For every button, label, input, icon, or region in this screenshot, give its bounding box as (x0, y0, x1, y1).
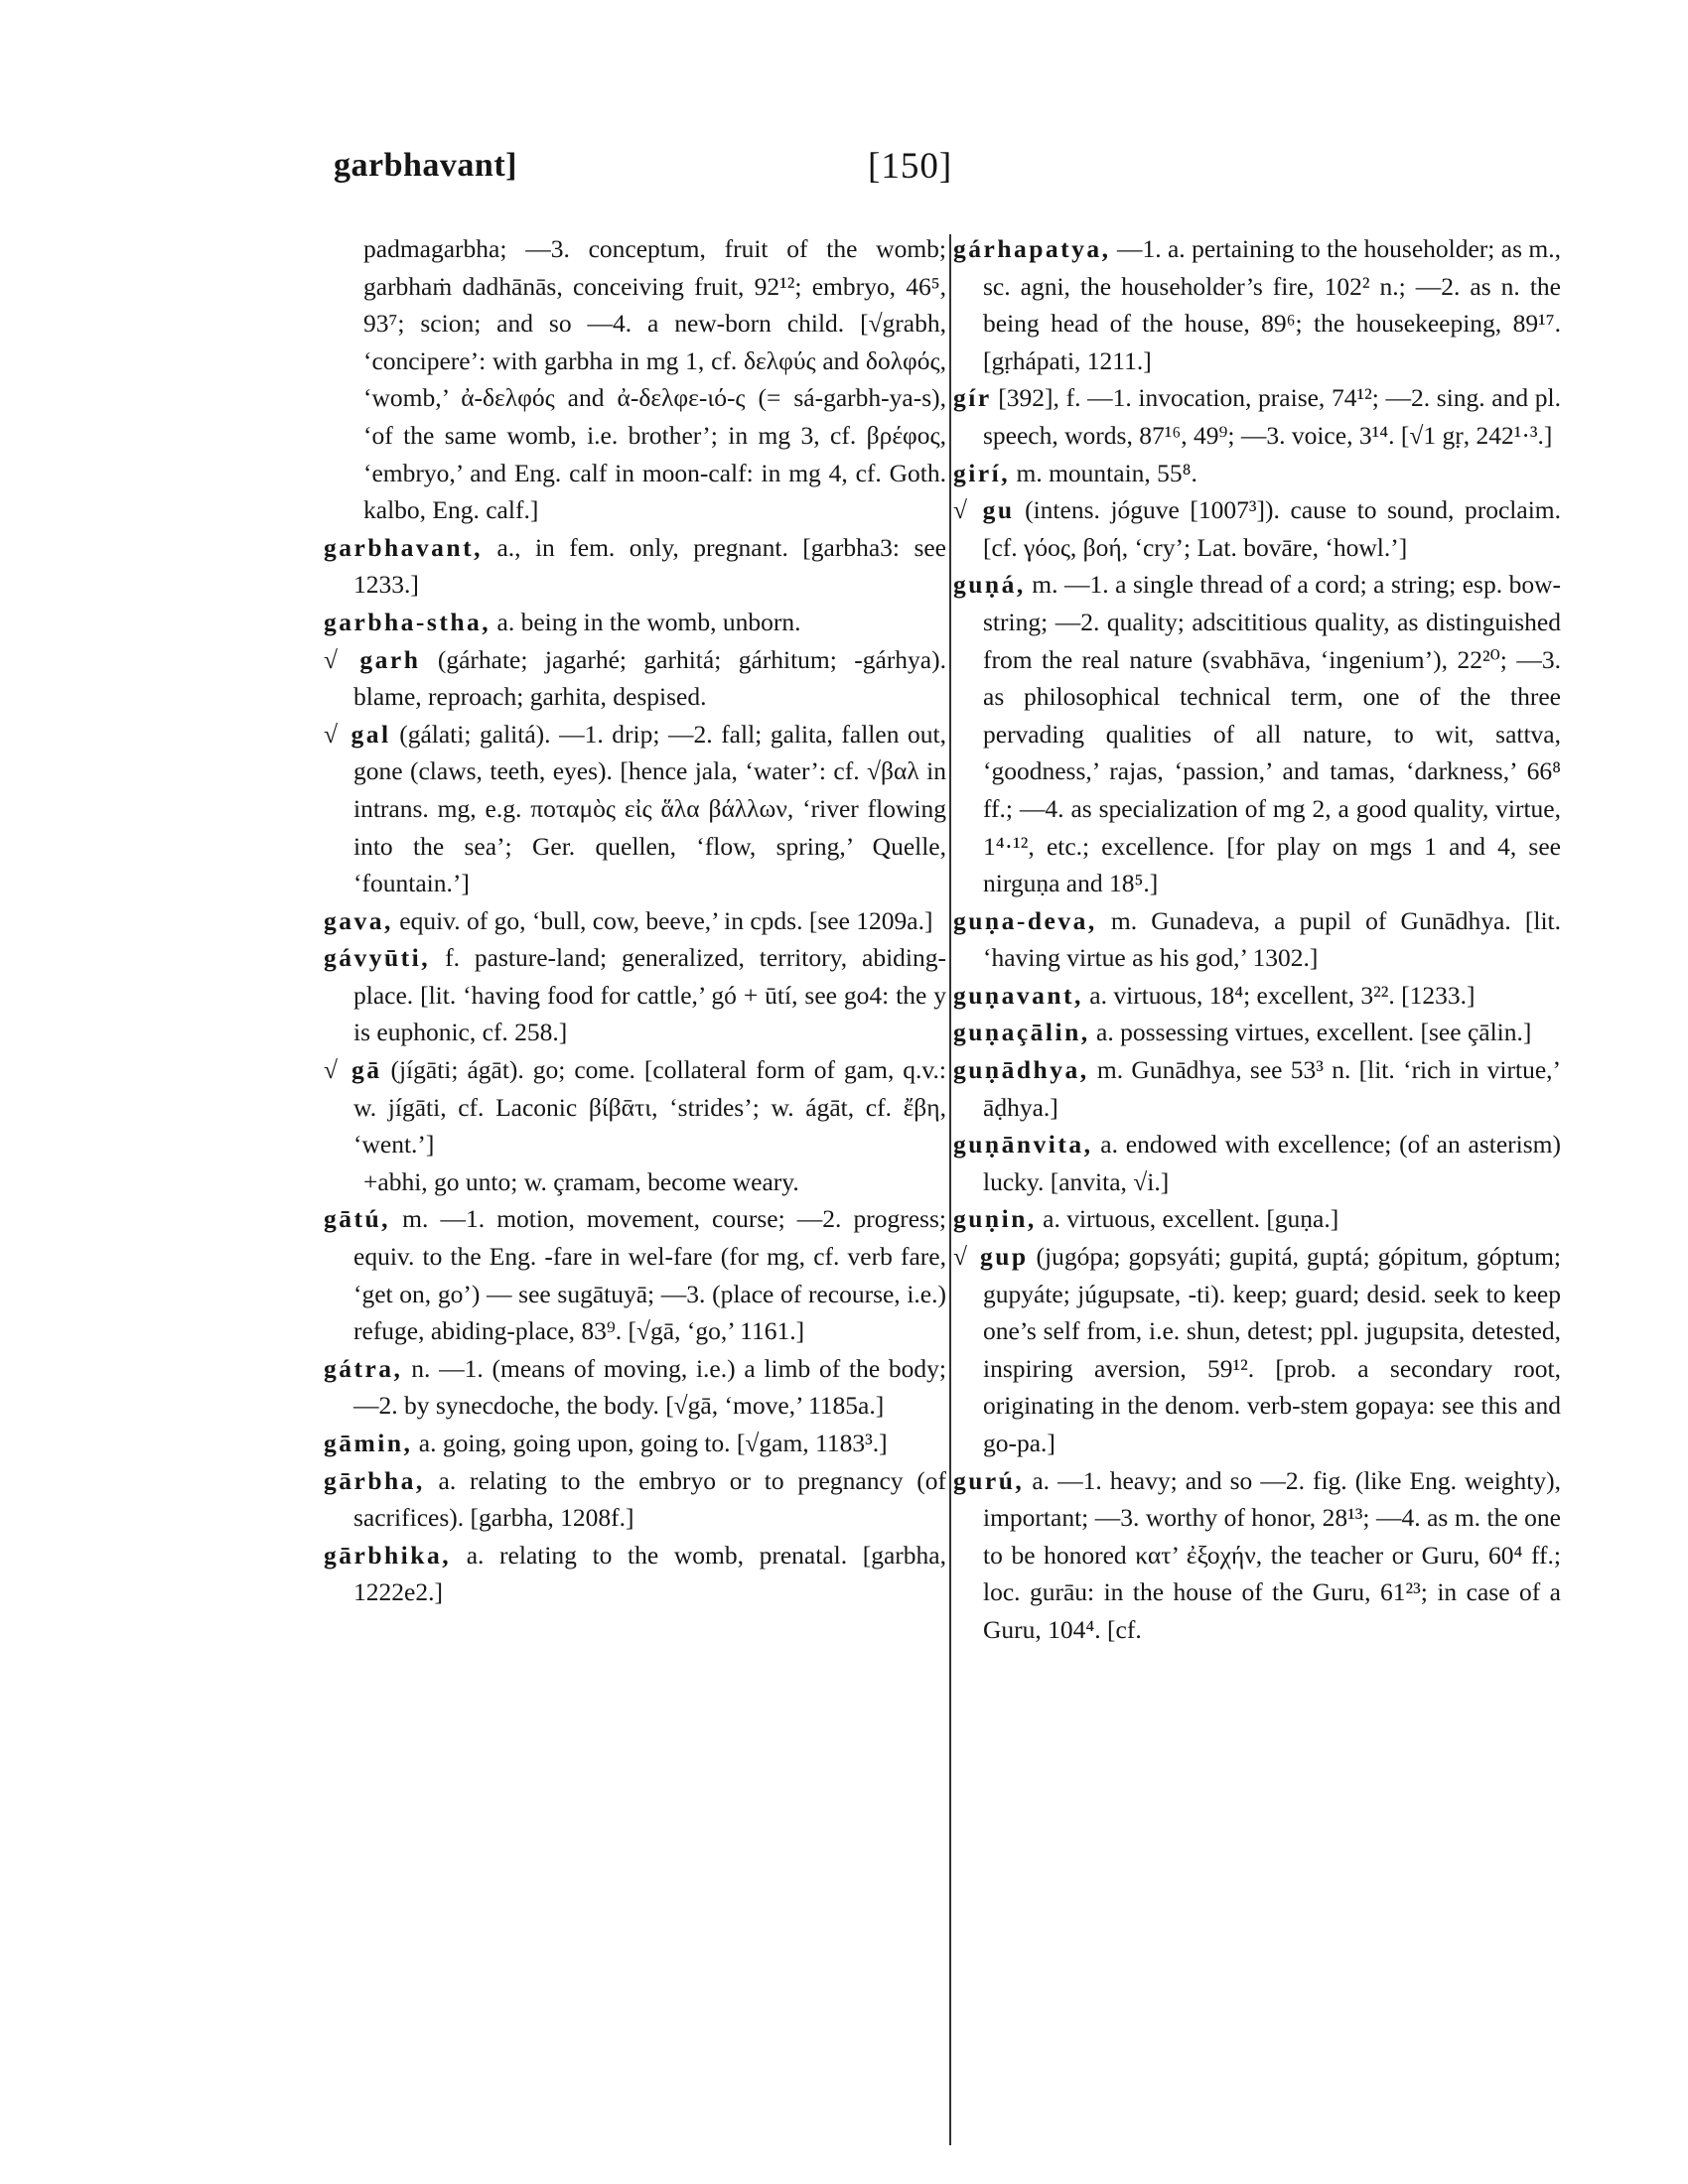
dictionary-subentry (324, 1163, 946, 1201)
right-column (953, 230, 1561, 1649)
entry-headword: guṇin, (953, 1204, 1037, 1234)
dictionary-entry (324, 1051, 946, 1163)
entry-headword: √ gu (953, 495, 1015, 525)
dictionary-entry (953, 1238, 1561, 1462)
dictionary-entry (324, 1537, 946, 1611)
entry-text: a. relating to the womb, prenatal. [garbha, 1222e2.] (353, 1540, 946, 1607)
entry-text: (gálati; galitá). —1. drip; —2. fall; galita, fallen out, gone (claws, teeth, eyes). [hence jala, ‘water’: cf. √βαλ in intrans. mg, e.g. ποταμὸς εἰς ἅλα βάλλων, ‘river flowing into the sea’; Ger. quellen, ‘flow, spring,’ Quelle, ‘fountain.’] (353, 719, 946, 898)
entry-headword: gātú, (324, 1204, 391, 1234)
entry-text: (jugópa; gopsyáti; gupitá, guptá; gópitum, góptum; gupyáte; júgupsate, -ti). keep; guard; desid. seek to keep one’s self from, i.e. shun, detest; ppl. jugupsita, detested, inspiring aversion, 59¹². [prob. a secondary root, originating in the denom. verb-stem gopaya: see this and go-pa.] (983, 1242, 1561, 1457)
entry-text: padmagarbha; —3. conceptum, fruit of the womb; garbhaṁ dadhānās, conceiving fruit, 92¹²; embryo, 46⁵, 93⁷; scion; and so —4. a new-born child. [√grabh, ‘concipere’: with garbha in mg 1, cf. δελφύς and δολφός, ‘womb,’ ἀ-δελφός and ἀ-δελφε-ιό-ς (= sá-garbh-ya-s), ‘of the same womb, i.e. brother’; in mg 3, cf. βρέφος, ‘embryo,’ and Eng. calf in moon-calf: in mg 4, cf. Goth. kalbo, Eng. calf.] (363, 234, 946, 525)
entry-headword: gārbha, (324, 1465, 425, 1495)
entry-text: a. —1. heavy; and so —2. fig. (like Eng. weighty), important; —3. worthy of honor, 28¹³; —4. as m. the one to be honored κατ’ ἐξοχήν, the teacher or Guru, 60⁴ ff.; loc. gurāu: in the house of the Guru, 61²³; in case of a Guru, 104⁴. [cf. (983, 1465, 1561, 1644)
entry-headword: gátra, (324, 1353, 403, 1383)
page-number: [150] (868, 146, 953, 187)
entry-text: equiv. of go, ‘bull, cow, beeve,’ in cpds. [see 1209a.] (392, 905, 933, 935)
dictionary-entry (324, 641, 946, 716)
entry-text: —1. a. pertaining to the householder; as m., sc. agni, the householder’s fire, 102² n.; —2. as n. the being head of the house, 89⁶; the housekeeping, 89¹⁷. [gṛhápati, 1211.] (983, 234, 1561, 375)
entry-text: m. Gunādhya, see 53³ n. [lit. ‘rich in virtue,’ āḍhya.] (983, 1055, 1561, 1122)
entry-headword: gāmin, (324, 1429, 413, 1457)
entry-headword: gír (953, 383, 992, 413)
dictionary-entry (953, 1462, 1561, 1649)
dictionary-entry (324, 1200, 946, 1349)
entry-text: m. mountain, 55⁸. (1010, 458, 1197, 487)
entry-headword: guṇādhya, (953, 1055, 1089, 1085)
entry-text: m. —1. a single thread of a cord; a string; esp. bow-string; —2. quality; adscititious quality, as distinguished from the real nature (svabhāva, ‘ingenium’), 22²⁰; —3. as philosophical technical term, one of the three pervading qualities of all nature, to wit, sattva, ‘goodness,’ rajas, ‘passion,’ and tamas, ‘darkness,’ 66⁸ ff.; —4. as specialization of mg 2, a good quality, virtue, 1⁴·¹², etc.; excellence. [for play on mgs 1 and 4, see nirguṇa and 18⁵.] (983, 570, 1561, 898)
dictionary-entry (953, 1014, 1561, 1051)
dictionary-entry (324, 716, 946, 902)
dictionary-entry (953, 379, 1561, 454)
entry-text: n. —1. (means of moving, i.e.) a limb of the body; —2. by synecdoche, the body. [√gā, ‘move,’ 1185a.] (353, 1353, 946, 1421)
dictionary-entry (953, 902, 1561, 977)
entry-headword: √ gā (324, 1055, 382, 1085)
entry-headword: girí, (953, 458, 1011, 487)
column-divider (949, 234, 951, 2145)
dictionary-entry (324, 1350, 946, 1425)
entry-text: a. endowed with excellence; (of an asterism) lucky. [anvita, √i.] (983, 1130, 1561, 1196)
entry-headword: guṇa-deva, (953, 905, 1097, 935)
entry-headword: garbhavant, (324, 532, 483, 562)
entry-text: (intens. jóguve [1007³]). cause to sound, proclaim. [cf. γόος, βοή, ‘cry’; Lat. bovāre, ‘howl.’] (983, 495, 1561, 562)
dictionary-entry (953, 566, 1561, 901)
entry-headword: garbha-stha, (324, 607, 492, 636)
entry-headword: gávyūti, (324, 943, 431, 973)
dictionary-entry (324, 529, 946, 604)
dictionary-entry (953, 230, 1561, 379)
entry-text: f. pasture-land; generalized, territory, abiding-place. [lit. ‘having food for cattle,’ gó + ūtí, see go4: the y is euphonic, cf. 258.] (353, 943, 946, 1047)
dictionary-entry (324, 604, 946, 641)
dictionary-entry (324, 1462, 946, 1537)
dictionary-entry (953, 1051, 1561, 1126)
entry-text: m. Gunadeva, a pupil of Gunādhya. [lit. ‘having virtue as his god,’ 1302.] (983, 905, 1561, 973)
entry-text: a. being in the womb, unborn. (491, 607, 801, 636)
entry-text: [392], f. —1. invocation, praise, 74¹²; —2. sing. and pl. speech, words, 87¹⁶, 49⁹; —3. voice, 3¹⁴. [√1 gṛ, 242¹·³.] (983, 383, 1561, 450)
entry-headword: guṇānvita, (953, 1130, 1093, 1160)
dictionary-entry (953, 1126, 1561, 1200)
entry-headword: √ gal (324, 719, 391, 749)
entry-headword: guṇavant, (953, 980, 1083, 1010)
running-head-word: garbhavant] (334, 147, 517, 184)
entry-text: +abhi, go unto; w. çramam, become weary. (363, 1166, 799, 1196)
entry-text: a. possessing virtues, excellent. [see çālin.] (1089, 1018, 1532, 1047)
dictionary-entry (324, 939, 946, 1051)
entry-headword: gava, (324, 905, 393, 935)
dictionary-entry (324, 230, 946, 529)
entry-headword: gárhapatya, (953, 234, 1111, 263)
dictionary-entry (953, 1200, 1561, 1238)
entry-text: m. —1. motion, movement, course; —2. progress; equiv. to the Eng. -fare in wel-fare (for mg, cf. verb fare, ‘get on, go’) — see sugātuyā; —3. (place of recourse, i.e.) refuge, abiding-place, 83⁹. [√gā, ‘go,’ 1161.] (353, 1204, 946, 1346)
entry-headword: gārbhika, (324, 1540, 452, 1570)
entry-text: a. going, going upon, going to. [√gam, 1183³.] (412, 1429, 888, 1457)
dictionary-entry (324, 1425, 946, 1462)
entry-text: (gárhate; jagarhé; garhitá; gárhitum; -gárhya). blame, reproach; garhita, despised. (353, 644, 946, 712)
dictionary-entry (953, 455, 1561, 492)
dictionary-entry (953, 491, 1561, 566)
entry-headword: guṇaçālin, (953, 1018, 1090, 1047)
dictionary-entry (324, 902, 946, 940)
entry-text: a. relating to the embryo or to pregnancy (of sacrifices). [garbha, 1208f.] (353, 1465, 946, 1533)
entry-text: (jígāti; ágāt). go; come. [collateral form of gam, q.v.: w. jígāti, cf. Laconic βίβᾱτι, ‘strides’; w. ágāt, cf. ἔβη, ‘went.’] (353, 1055, 946, 1160)
entry-headword: √ garh (324, 644, 421, 674)
dictionary-entry (953, 977, 1561, 1015)
entry-headword: √ gup (953, 1242, 1029, 1272)
entry-text: a., in fem. only, pregnant. [garbha3: see 1233.] (353, 532, 946, 600)
entry-text: a. virtuous, excellent. [guṇa.] (1036, 1204, 1339, 1234)
entry-headword: gurú, (953, 1465, 1025, 1495)
entry-text: a. virtuous, 18⁴; excellent, 3²². [1233.] (1082, 980, 1476, 1010)
entry-headword: guṇá, (953, 570, 1026, 600)
left-column (324, 230, 946, 1611)
